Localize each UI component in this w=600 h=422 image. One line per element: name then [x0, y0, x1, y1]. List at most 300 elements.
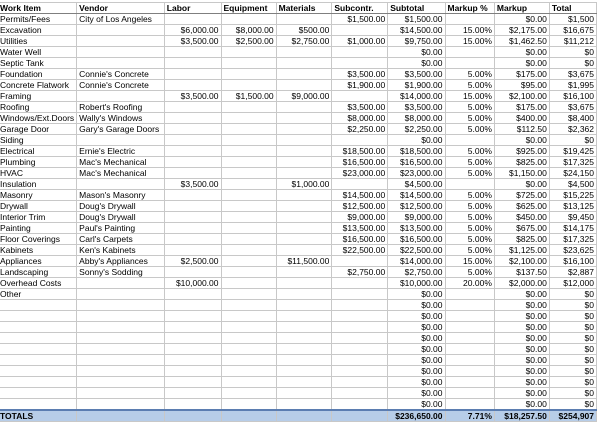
cell[interactable] [164, 80, 221, 91]
cell[interactable] [77, 366, 165, 377]
cell[interactable] [276, 366, 332, 377]
cell[interactable] [164, 377, 221, 388]
cell[interactable]: $0.00 [388, 399, 445, 411]
cell[interactable] [332, 47, 388, 58]
cell[interactable] [77, 278, 165, 289]
cell[interactable]: $3,675 [549, 102, 596, 113]
cell[interactable] [77, 47, 165, 58]
cell[interactable] [221, 300, 276, 311]
cell[interactable]: $0 [549, 300, 596, 311]
cell[interactable]: $9,750.00 [388, 36, 445, 47]
cell[interactable]: $1,150.00 [494, 168, 549, 179]
cell[interactable] [332, 333, 388, 344]
cell[interactable] [445, 399, 494, 411]
cell[interactable]: Utilities [0, 36, 77, 47]
cell[interactable]: 5.00% [445, 267, 494, 278]
cell[interactable] [0, 344, 77, 355]
cell[interactable] [221, 388, 276, 399]
cell[interactable]: $16,100 [549, 256, 596, 267]
cell[interactable]: 5.00% [445, 223, 494, 234]
cell[interactable]: $0.00 [388, 311, 445, 322]
cell[interactable]: $1,462.50 [494, 36, 549, 47]
cell[interactable] [332, 289, 388, 300]
cell[interactable]: Plumbing [0, 157, 77, 168]
cell[interactable]: $0.00 [494, 322, 549, 333]
cell[interactable]: Drywall [0, 201, 77, 212]
cell[interactable] [221, 311, 276, 322]
cell[interactable]: $15,225 [549, 190, 596, 201]
cell[interactable]: Excavation [0, 25, 77, 36]
cell[interactable]: Electrical [0, 146, 77, 157]
cell[interactable]: $0 [549, 399, 596, 411]
cell[interactable] [164, 311, 221, 322]
cell[interactable]: $16,500.00 [332, 157, 388, 168]
cell[interactable] [276, 410, 332, 422]
cell[interactable]: $16,500.00 [332, 234, 388, 245]
cell[interactable]: Permits/Fees [0, 14, 77, 25]
cell[interactable]: Appliances [0, 256, 77, 267]
cell[interactable]: $1,000.00 [276, 179, 332, 190]
cell[interactable] [164, 212, 221, 223]
cell[interactable]: $1,995 [549, 80, 596, 91]
cell[interactable]: $0.00 [494, 47, 549, 58]
cell[interactable]: Garage Door [0, 124, 77, 135]
cell[interactable]: $1,500.00 [388, 14, 445, 25]
cell[interactable]: $0.00 [494, 377, 549, 388]
cell[interactable]: $0.00 [494, 14, 549, 25]
cell[interactable]: $9,000.00 [388, 212, 445, 223]
cell[interactable]: Abby's Appliances [77, 256, 165, 267]
cell[interactable]: $95.00 [494, 80, 549, 91]
cell[interactable] [276, 47, 332, 58]
cell[interactable]: $0.00 [494, 366, 549, 377]
cell[interactable]: $18,500.00 [332, 146, 388, 157]
cell[interactable]: Water Well [0, 47, 77, 58]
cell[interactable] [164, 355, 221, 366]
cell[interactable] [276, 223, 332, 234]
cell[interactable]: $14,500.00 [332, 190, 388, 201]
cell[interactable] [77, 289, 165, 300]
cell[interactable] [332, 300, 388, 311]
cell[interactable] [276, 80, 332, 91]
cell[interactable] [276, 190, 332, 201]
cell[interactable] [332, 377, 388, 388]
cell[interactable] [445, 300, 494, 311]
cell[interactable]: $8,000.00 [388, 113, 445, 124]
cell[interactable] [445, 179, 494, 190]
cell[interactable]: Paul's Painting [77, 223, 165, 234]
cell[interactable] [77, 25, 165, 36]
cell[interactable]: Work Item [0, 3, 77, 14]
cell[interactable]: $0.00 [494, 333, 549, 344]
cell[interactable] [221, 333, 276, 344]
cell[interactable]: $175.00 [494, 102, 549, 113]
cell[interactable]: $0 [549, 388, 596, 399]
cell[interactable]: $0.00 [388, 333, 445, 344]
cell[interactable] [164, 201, 221, 212]
cell[interactable]: $2,750.00 [388, 267, 445, 278]
cell[interactable]: $13,500.00 [388, 223, 445, 234]
cell[interactable]: $500.00 [276, 25, 332, 36]
cell[interactable] [77, 410, 165, 422]
cell[interactable] [221, 14, 276, 25]
cell[interactable] [0, 388, 77, 399]
cell[interactable] [332, 399, 388, 411]
cell[interactable]: $9,000.00 [332, 212, 388, 223]
cell[interactable] [221, 146, 276, 157]
cell[interactable]: Doug's Drywall [77, 201, 165, 212]
cell[interactable]: Labor [164, 3, 221, 14]
cell[interactable]: $0.00 [494, 388, 549, 399]
cell[interactable]: 15.00% [445, 36, 494, 47]
cell[interactable] [276, 267, 332, 278]
cell[interactable]: $0.00 [388, 366, 445, 377]
cell[interactable] [276, 388, 332, 399]
cell[interactable]: $12,500.00 [332, 201, 388, 212]
cell[interactable] [221, 157, 276, 168]
cell[interactable]: TOTALS [0, 410, 77, 422]
cell[interactable]: $0.00 [494, 399, 549, 411]
cell[interactable] [445, 388, 494, 399]
cell[interactable]: $825.00 [494, 157, 549, 168]
cell[interactable]: $22,500.00 [388, 245, 445, 256]
cell[interactable]: $625.00 [494, 201, 549, 212]
cell[interactable]: HVAC [0, 168, 77, 179]
cell[interactable] [77, 344, 165, 355]
cell[interactable] [332, 256, 388, 267]
cell[interactable]: $2,500.00 [221, 36, 276, 47]
cell[interactable] [221, 69, 276, 80]
cell[interactable]: $2,750.00 [332, 267, 388, 278]
cell[interactable]: $450.00 [494, 212, 549, 223]
cell[interactable]: $1,500.00 [332, 14, 388, 25]
cell[interactable]: $0.00 [494, 289, 549, 300]
cell[interactable]: Mac's Mechanical [77, 168, 165, 179]
cell[interactable]: $0.00 [388, 322, 445, 333]
cell[interactable]: $8,000.00 [221, 25, 276, 36]
cell[interactable]: Overhead Costs [0, 278, 77, 289]
cell[interactable]: $2,250.00 [332, 124, 388, 135]
cell[interactable] [77, 377, 165, 388]
cell[interactable]: $10,000.00 [164, 278, 221, 289]
cell[interactable] [221, 190, 276, 201]
cell[interactable]: $0.00 [494, 135, 549, 146]
cell[interactable]: $14,000.00 [388, 256, 445, 267]
cell[interactable]: 5.00% [445, 124, 494, 135]
cell[interactable] [276, 14, 332, 25]
cell[interactable] [221, 399, 276, 411]
cell[interactable]: Ernie's Electric [77, 146, 165, 157]
cell[interactable] [445, 289, 494, 300]
cell[interactable] [164, 399, 221, 411]
cell[interactable] [221, 410, 276, 422]
cell[interactable]: $4,500 [549, 179, 596, 190]
cell[interactable]: Framing [0, 91, 77, 102]
cell[interactable]: $2,175.00 [494, 25, 549, 36]
cell[interactable]: Painting [0, 223, 77, 234]
cell[interactable] [445, 366, 494, 377]
cell[interactable] [332, 366, 388, 377]
cell[interactable]: $0 [549, 366, 596, 377]
cell[interactable]: $3,500.00 [164, 179, 221, 190]
cell[interactable] [0, 377, 77, 388]
cell[interactable]: $13,500.00 [332, 223, 388, 234]
cell[interactable]: 5.00% [445, 201, 494, 212]
cell[interactable] [164, 234, 221, 245]
cell[interactable] [164, 58, 221, 69]
cell[interactable] [77, 333, 165, 344]
cell[interactable]: $14,000.00 [388, 91, 445, 102]
cell[interactable] [332, 410, 388, 422]
cell[interactable]: $9,450 [549, 212, 596, 223]
cell[interactable] [276, 168, 332, 179]
cell[interactable] [221, 212, 276, 223]
cell[interactable]: Kabinets [0, 245, 77, 256]
cell[interactable]: $0.00 [494, 344, 549, 355]
cell[interactable]: Ken's Kabinets [77, 245, 165, 256]
cell[interactable] [332, 91, 388, 102]
cell[interactable]: $825.00 [494, 234, 549, 245]
cell[interactable] [164, 157, 221, 168]
cell[interactable] [221, 355, 276, 366]
cell[interactable] [221, 179, 276, 190]
cell[interactable]: $0.00 [494, 311, 549, 322]
cell[interactable]: Materials [276, 3, 332, 14]
cell[interactable] [164, 333, 221, 344]
cell[interactable]: $0 [549, 289, 596, 300]
cell[interactable]: $0.00 [388, 388, 445, 399]
cell[interactable]: $0.00 [388, 289, 445, 300]
cell[interactable] [77, 135, 165, 146]
cell[interactable]: Markup % [445, 3, 494, 14]
cell[interactable] [332, 388, 388, 399]
cell[interactable] [445, 311, 494, 322]
cell[interactable]: Siding [0, 135, 77, 146]
cell[interactable]: $0.00 [494, 355, 549, 366]
cell[interactable] [276, 201, 332, 212]
cell[interactable] [276, 377, 332, 388]
cell[interactable] [164, 14, 221, 25]
cell[interactable]: $16,675 [549, 25, 596, 36]
cell[interactable]: $1,900.00 [388, 80, 445, 91]
cell[interactable] [0, 366, 77, 377]
cell[interactable]: $6,000.00 [164, 25, 221, 36]
cell[interactable]: Vendor [77, 3, 165, 14]
cell[interactable]: $3,500.00 [388, 69, 445, 80]
cell[interactable]: Floor Coverings [0, 234, 77, 245]
cell[interactable]: $9,000.00 [276, 91, 332, 102]
cell[interactable]: Foundation [0, 69, 77, 80]
cell[interactable] [276, 135, 332, 146]
cell[interactable] [164, 47, 221, 58]
cell[interactable]: $2,250.00 [388, 124, 445, 135]
cell[interactable]: $16,500.00 [388, 234, 445, 245]
cell[interactable]: Wally's Windows [77, 113, 165, 124]
cell[interactable] [445, 135, 494, 146]
cell[interactable] [445, 14, 494, 25]
cell[interactable] [276, 157, 332, 168]
cell[interactable] [221, 245, 276, 256]
cell[interactable]: $8,400 [549, 113, 596, 124]
cell[interactable] [276, 355, 332, 366]
cell[interactable] [445, 333, 494, 344]
cell[interactable]: 7.71% [445, 410, 494, 422]
cell[interactable]: $14,500.00 [388, 190, 445, 201]
cell[interactable] [221, 322, 276, 333]
cell[interactable]: Carl's Carpets [77, 234, 165, 245]
cell[interactable]: Roofing [0, 102, 77, 113]
cell[interactable]: $0 [549, 344, 596, 355]
cell[interactable]: $1,900.00 [332, 80, 388, 91]
cell[interactable] [221, 102, 276, 113]
cell[interactable] [221, 267, 276, 278]
cell[interactable] [221, 47, 276, 58]
cell[interactable]: $675.00 [494, 223, 549, 234]
cell[interactable] [276, 212, 332, 223]
cell[interactable] [221, 344, 276, 355]
cell[interactable]: Robert's Roofing [77, 102, 165, 113]
cell[interactable] [164, 223, 221, 234]
cell[interactable] [445, 322, 494, 333]
cell[interactable] [276, 300, 332, 311]
cell[interactable] [164, 410, 221, 422]
cell[interactable] [276, 311, 332, 322]
cell[interactable]: 15.00% [445, 91, 494, 102]
cell[interactable] [77, 300, 165, 311]
cell[interactable]: $1,500.00 [221, 91, 276, 102]
cell[interactable]: $0.00 [388, 300, 445, 311]
cell[interactable]: $2,500.00 [164, 256, 221, 267]
cell[interactable]: $11,500.00 [276, 256, 332, 267]
cell[interactable] [221, 135, 276, 146]
cell[interactable] [276, 289, 332, 300]
cell[interactable] [332, 311, 388, 322]
cell[interactable]: $0 [549, 58, 596, 69]
cell[interactable]: $400.00 [494, 113, 549, 124]
cell[interactable] [0, 355, 77, 366]
cell[interactable]: $19,425 [549, 146, 596, 157]
cell[interactable] [164, 322, 221, 333]
cell[interactable]: 5.00% [445, 146, 494, 157]
cell[interactable] [445, 47, 494, 58]
cell[interactable]: $12,500.00 [388, 201, 445, 212]
cell[interactable]: $112.50 [494, 124, 549, 135]
cell[interactable] [77, 58, 165, 69]
cell[interactable] [164, 113, 221, 124]
cell[interactable] [221, 58, 276, 69]
cell[interactable] [221, 256, 276, 267]
cell[interactable] [221, 113, 276, 124]
cell[interactable] [276, 399, 332, 411]
cell[interactable]: $0.00 [388, 377, 445, 388]
cell[interactable]: 5.00% [445, 80, 494, 91]
cell[interactable] [276, 146, 332, 157]
cell[interactable] [276, 113, 332, 124]
cell[interactable]: $0.00 [494, 300, 549, 311]
cell[interactable] [332, 25, 388, 36]
cell[interactable]: $3,675 [549, 69, 596, 80]
cell[interactable]: Concrete Flatwork [0, 80, 77, 91]
cell[interactable] [445, 355, 494, 366]
cell[interactable] [221, 377, 276, 388]
cell[interactable]: $23,000.00 [388, 168, 445, 179]
cell[interactable]: Markup [494, 3, 549, 14]
cell[interactable]: $3,500.00 [164, 91, 221, 102]
cell[interactable]: $17,325 [549, 157, 596, 168]
cell[interactable]: Interior Trim [0, 212, 77, 223]
cell[interactable] [221, 80, 276, 91]
cell[interactable]: $2,000.00 [494, 278, 549, 289]
cell[interactable]: Subtotal [388, 3, 445, 14]
cell[interactable]: $23,625 [549, 245, 596, 256]
cell[interactable] [0, 322, 77, 333]
cell[interactable]: $0 [549, 311, 596, 322]
cell[interactable]: $254,907 [549, 410, 596, 422]
cell[interactable]: 5.00% [445, 69, 494, 80]
cell[interactable] [332, 58, 388, 69]
cell[interactable]: Landscaping [0, 267, 77, 278]
cell[interactable] [221, 289, 276, 300]
cell[interactable] [164, 146, 221, 157]
cell[interactable]: $0.00 [494, 58, 549, 69]
cell[interactable]: 5.00% [445, 245, 494, 256]
cell[interactable] [164, 124, 221, 135]
cell[interactable]: Septic Tank [0, 58, 77, 69]
cell[interactable]: $175.00 [494, 69, 549, 80]
cell[interactable]: $0 [549, 322, 596, 333]
cell[interactable]: $14,500.00 [388, 25, 445, 36]
cell[interactable]: $236,650.00 [388, 410, 445, 422]
cell[interactable]: Equipment [221, 3, 276, 14]
cell[interactable] [445, 344, 494, 355]
cell[interactable] [276, 124, 332, 135]
cell[interactable] [0, 300, 77, 311]
cell[interactable] [276, 278, 332, 289]
cell[interactable] [0, 311, 77, 322]
cell[interactable] [221, 168, 276, 179]
cell[interactable]: 5.00% [445, 212, 494, 223]
cell[interactable] [276, 333, 332, 344]
cell[interactable]: $16,500.00 [388, 157, 445, 168]
cell[interactable] [77, 355, 165, 366]
cell[interactable]: $16,100 [549, 91, 596, 102]
cell[interactable] [332, 179, 388, 190]
cell[interactable] [221, 234, 276, 245]
cell[interactable]: $0 [549, 47, 596, 58]
cell[interactable] [332, 355, 388, 366]
cell[interactable] [332, 278, 388, 289]
cell[interactable] [164, 344, 221, 355]
cell[interactable] [221, 278, 276, 289]
cell[interactable]: $0.00 [494, 179, 549, 190]
cell[interactable]: $0.00 [388, 355, 445, 366]
cell[interactable]: $925.00 [494, 146, 549, 157]
cell[interactable]: Connie's Concrete [77, 69, 165, 80]
cell[interactable]: Other [0, 289, 77, 300]
cell[interactable] [164, 366, 221, 377]
cell[interactable] [0, 399, 77, 411]
cell[interactable]: $2,100.00 [494, 256, 549, 267]
cell[interactable]: Mac's Mechanical [77, 157, 165, 168]
cell[interactable] [276, 58, 332, 69]
cell[interactable]: 15.00% [445, 25, 494, 36]
cell[interactable]: $1,125.00 [494, 245, 549, 256]
cell[interactable]: $14,175 [549, 223, 596, 234]
cell[interactable]: $12,000 [549, 278, 596, 289]
cell[interactable]: Sonny's Sodding [77, 267, 165, 278]
cell[interactable]: $137.50 [494, 267, 549, 278]
cell[interactable]: 5.00% [445, 113, 494, 124]
